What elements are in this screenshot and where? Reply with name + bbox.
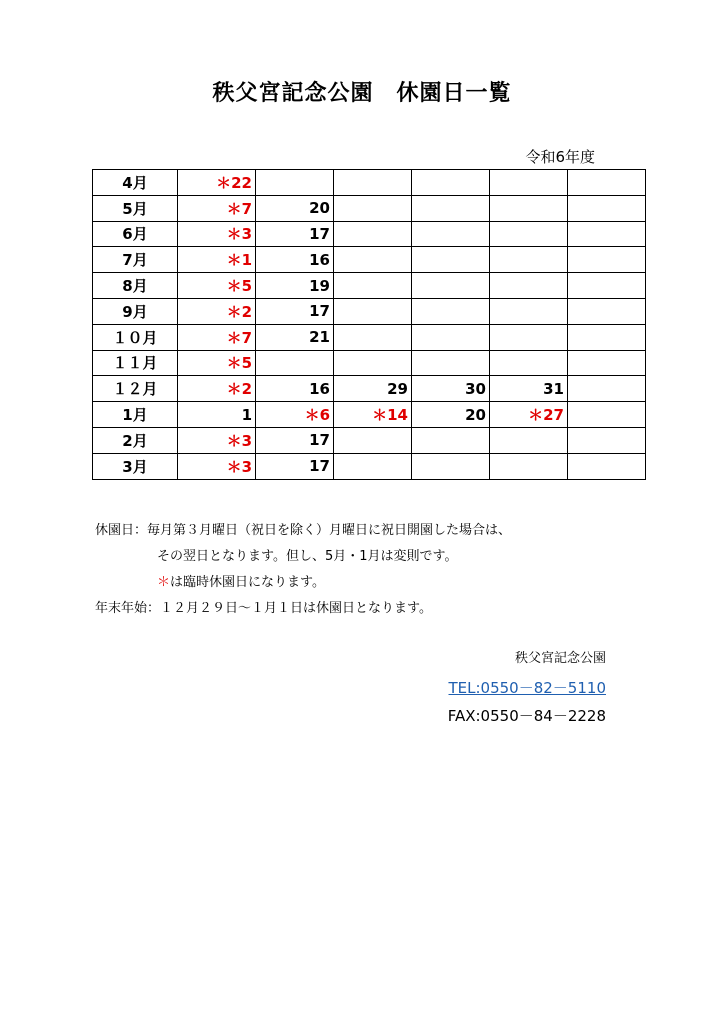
closure-day-cell bbox=[568, 195, 646, 221]
month-cell: 7月 bbox=[93, 247, 178, 273]
table-row bbox=[93, 195, 646, 221]
closure-day-cell bbox=[412, 170, 490, 196]
table-row bbox=[93, 247, 646, 273]
temporary-closure-cell: ＊7 bbox=[178, 324, 256, 350]
table-row bbox=[93, 273, 646, 299]
closure-day-cell bbox=[490, 427, 568, 453]
note-line-3 bbox=[95, 570, 511, 596]
closure-day-cell: 1 bbox=[178, 402, 256, 428]
closure-day-cell bbox=[334, 221, 412, 247]
closure-day-cell bbox=[412, 247, 490, 273]
closure-day-cell bbox=[490, 453, 568, 479]
month-cell: 1月 bbox=[93, 402, 178, 428]
month-cell: １２月 bbox=[93, 376, 178, 402]
month-cell: １１月 bbox=[93, 350, 178, 376]
closure-day-cell bbox=[568, 376, 646, 402]
table-row bbox=[93, 298, 646, 324]
temporary-closure-cell: ＊6 bbox=[256, 402, 334, 428]
page-title: 秩父宮記念公園 休園日一覧 bbox=[212, 81, 512, 106]
asterisk-mark: ＊ bbox=[157, 575, 171, 590]
closure-day-cell bbox=[334, 453, 412, 479]
closure-day-cell bbox=[412, 221, 490, 247]
notes bbox=[95, 518, 511, 622]
table-row bbox=[93, 402, 646, 428]
contact-block bbox=[448, 648, 606, 729]
closure-day-cell bbox=[568, 453, 646, 479]
closure-day-cell bbox=[490, 324, 568, 350]
closure-day-cell bbox=[490, 298, 568, 324]
closure-day-cell bbox=[256, 350, 334, 376]
closure-day-cell bbox=[412, 453, 490, 479]
closure-day-cell bbox=[412, 273, 490, 299]
closure-day-cell: 20 bbox=[412, 402, 490, 428]
closure-day-cell bbox=[412, 324, 490, 350]
tel-link[interactable]: TEL:0550－82－5110 bbox=[448, 679, 606, 697]
closure-day-cell: 17 bbox=[256, 221, 334, 247]
table-row bbox=[93, 376, 646, 402]
closure-day-cell: 30 bbox=[412, 376, 490, 402]
closure-day-cell bbox=[412, 195, 490, 221]
closure-day-cell bbox=[568, 298, 646, 324]
closure-day-cell bbox=[568, 427, 646, 453]
closure-day-cell bbox=[568, 402, 646, 428]
month-cell: 8月 bbox=[93, 273, 178, 299]
month-cell: 4月 bbox=[93, 170, 178, 196]
temporary-closure-cell: ＊3 bbox=[178, 221, 256, 247]
note-line-4: 年末年始：１２月２９日〜１月１日は休園日となります。 bbox=[95, 601, 432, 616]
closure-day-cell bbox=[412, 350, 490, 376]
closure-day-cell bbox=[568, 273, 646, 299]
closure-day-cell bbox=[412, 298, 490, 324]
temporary-closure-cell: ＊22 bbox=[178, 170, 256, 196]
closure-day-cell bbox=[412, 427, 490, 453]
closure-day-cell bbox=[334, 350, 412, 376]
closure-day-cell: 17 bbox=[256, 298, 334, 324]
closure-day-cell bbox=[256, 170, 334, 196]
fax-number: FAX:0550－84－2228 bbox=[447, 707, 606, 725]
closure-day-cell bbox=[490, 221, 568, 247]
fiscal-year: 令和6年度 bbox=[525, 148, 595, 166]
month-cell: 5月 bbox=[93, 195, 178, 221]
closure-day-cell bbox=[334, 247, 412, 273]
closure-day-cell: 17 bbox=[256, 427, 334, 453]
temporary-closure-cell: ＊5 bbox=[178, 350, 256, 376]
month-cell: 2月 bbox=[93, 427, 178, 453]
closure-day-cell bbox=[568, 350, 646, 376]
temporary-closure-cell: ＊2 bbox=[178, 376, 256, 402]
month-cell: １０月 bbox=[93, 324, 178, 350]
table-row bbox=[93, 350, 646, 376]
closure-day-cell bbox=[334, 298, 412, 324]
closure-calendar-table bbox=[92, 169, 646, 480]
closure-day-cell: 17 bbox=[256, 453, 334, 479]
table-row bbox=[93, 427, 646, 453]
closure-day-cell bbox=[334, 427, 412, 453]
closure-day-cell bbox=[568, 221, 646, 247]
closure-day-cell bbox=[490, 350, 568, 376]
note-line-3-text: は臨時休園日になります。 bbox=[170, 575, 325, 590]
table-row bbox=[93, 453, 646, 479]
note-line-1: 休園日：毎月第３月曜日（祝日を除く）月曜日に祝日開園した場合は、 bbox=[95, 523, 512, 538]
temporary-closure-cell: ＊3 bbox=[178, 427, 256, 453]
closure-day-cell bbox=[490, 170, 568, 196]
month-cell: 9月 bbox=[93, 298, 178, 324]
organization-name: 秩父宮記念公園 bbox=[514, 651, 606, 666]
month-cell: 6月 bbox=[93, 221, 178, 247]
month-cell: 3月 bbox=[93, 453, 178, 479]
closure-day-cell: 29 bbox=[334, 376, 412, 402]
closure-day-cell bbox=[334, 195, 412, 221]
closure-day-cell: 16 bbox=[256, 376, 334, 402]
closure-day-cell: 19 bbox=[256, 273, 334, 299]
table-row bbox=[93, 170, 646, 196]
table-row bbox=[93, 221, 646, 247]
closure-day-cell bbox=[490, 273, 568, 299]
closure-day-cell bbox=[568, 170, 646, 196]
closure-day-cell: 16 bbox=[256, 247, 334, 273]
temporary-closure-cell: ＊1 bbox=[178, 247, 256, 273]
closure-day-cell bbox=[568, 324, 646, 350]
temporary-closure-cell: ＊2 bbox=[178, 298, 256, 324]
temporary-closure-cell: ＊14 bbox=[334, 402, 412, 428]
closure-day-cell bbox=[490, 247, 568, 273]
table-row bbox=[93, 324, 646, 350]
closure-day-cell bbox=[568, 247, 646, 273]
closure-day-cell: 31 bbox=[490, 376, 568, 402]
note-line-2: その翌日となります。但し、5月・1月は変則です。 bbox=[157, 549, 458, 564]
closure-day-cell bbox=[334, 324, 412, 350]
closure-day-cell: 20 bbox=[256, 195, 334, 221]
temporary-closure-cell: ＊5 bbox=[178, 273, 256, 299]
temporary-closure-cell: ＊27 bbox=[490, 402, 568, 428]
temporary-closure-cell: ＊3 bbox=[178, 453, 256, 479]
closure-day-cell bbox=[490, 195, 568, 221]
closure-day-cell: 21 bbox=[256, 324, 334, 350]
closure-day-cell bbox=[334, 170, 412, 196]
temporary-closure-cell: ＊7 bbox=[178, 195, 256, 221]
closure-day-cell bbox=[334, 273, 412, 299]
